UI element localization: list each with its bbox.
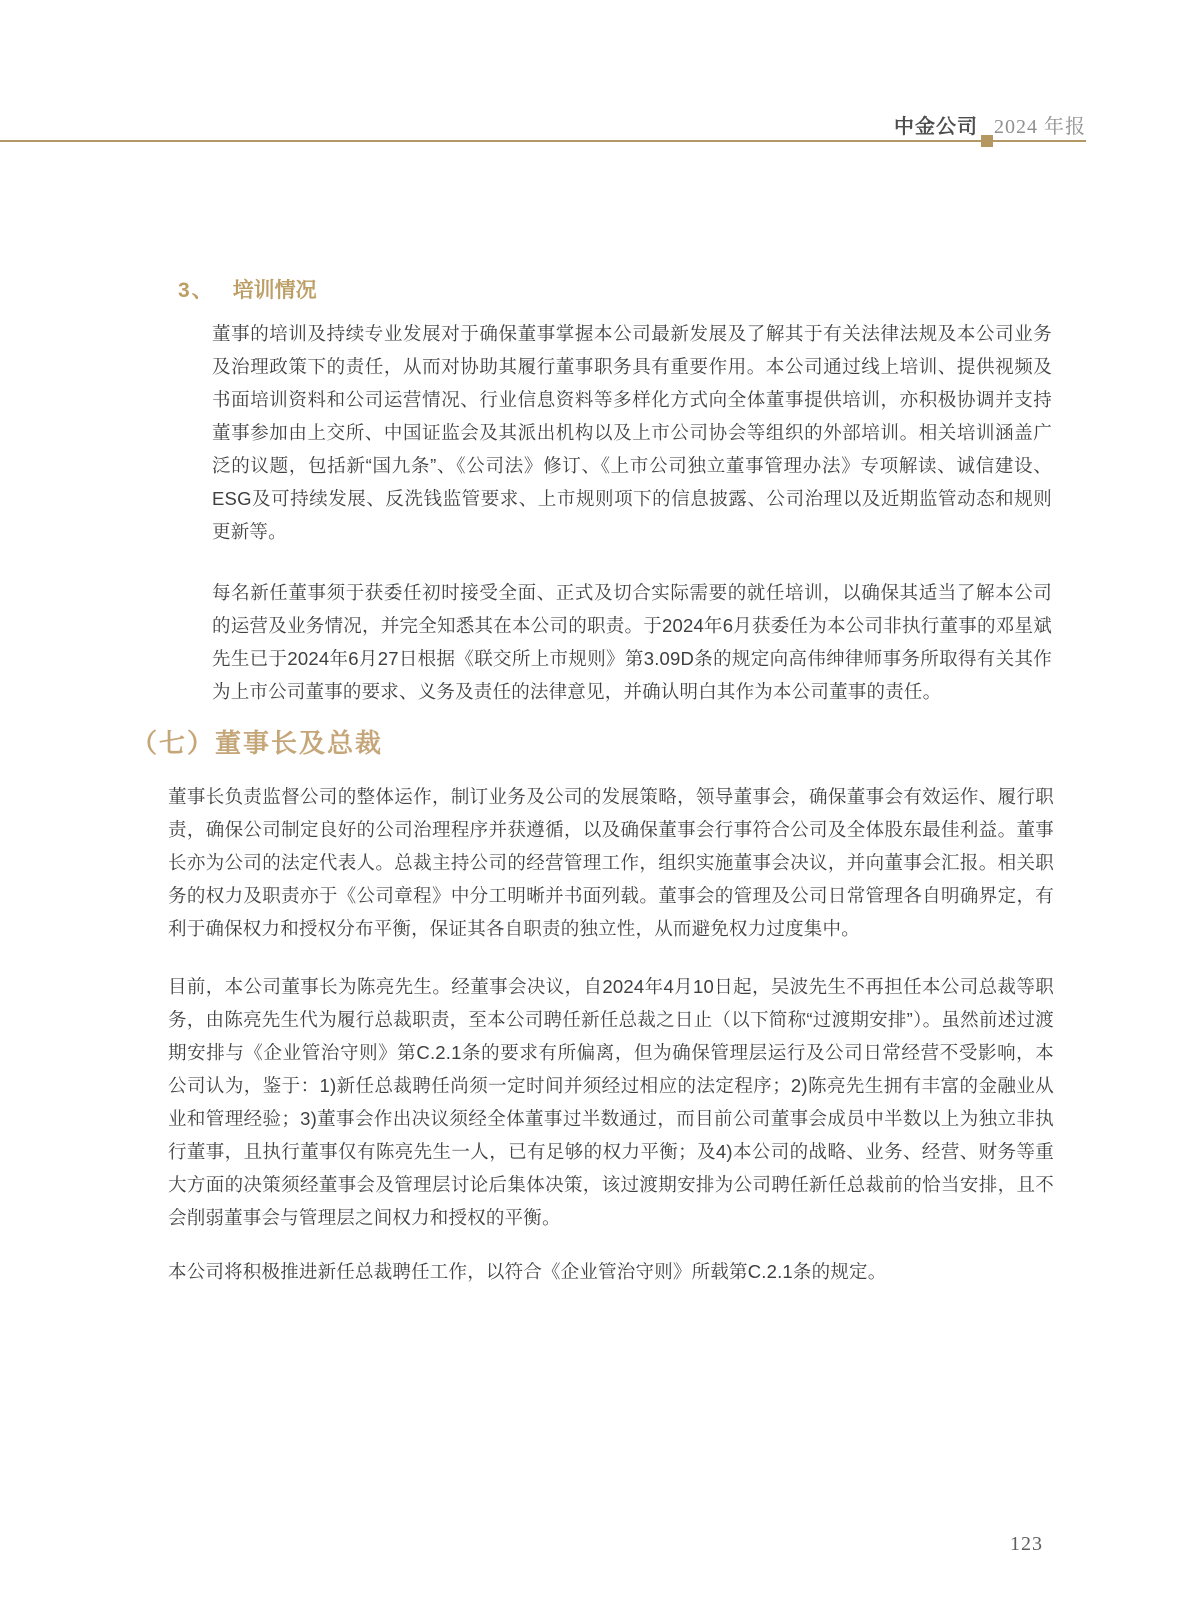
company-name: 中金公司 <box>894 116 978 138</box>
header-rule-square-marker <box>981 135 993 147</box>
paragraph-chairman-3: 本公司将积极推进新任总裁聘任工作，以符合《企业管治守则》所载第C.2.1条的规定。 <box>168 1261 887 1282</box>
page-number: 123 <box>1010 1533 1043 1555</box>
section-title: 培训情况 <box>232 279 317 302</box>
paragraph-training-1: 董事的培训及持续专业发展对于确保董事掌握本公司最新发展及了解其于有关法律法规及本公司业务及治理政策下的责任，从而对协助其履行董事职务具有重要作用。本公司通过线上培训、提供视频及书面培训资料和公司运营情况、行业信息资料等多样化方式向全体董事提供培训，亦积极协调并支持董事参加由上交所、中国证监会及其派出机构以及上市公司协会等组织的外部培训。相关培训涵盖广泛的议题，包括新“国九条”、《公司法》修订、《上市公司独立董事管理办法》专项解读、诚信建设、ESG及可持续发展、反洗钱监管要求、上市规则项下的信息披露、公司治理以及近期监管动态和规则更新等。 <box>212 323 1052 542</box>
report-edition: 2024 年报 <box>994 116 1086 138</box>
paragraph-chairman-2: 目前，本公司董事长为陈亮先生。经董事会决议，自2024年4月10日起，吴波先生不再担任本公司总裁等职务，由陈亮先生代为履行总裁职责，至本公司聘任新任总裁之日止（以下简称“过渡期安排”）。虽然前述过渡期安排与《企业管治守则》第C.2.1条的要求有所偏离，但为确保管理层运行及公司日常经营不受影响，本公司认为，鉴于：1)新任总裁聘任尚须一定时间并须经过相应的法定程序；2)陈亮先生拥有丰富的金融业从业和管理经验；3)董事会作出决议须经全体董事过半数通过，而目前公司董事会成员中半数以上为独立非执行董事，且执行董事仅有陈亮先生一人，已有足够的权力平衡；及4)本公司的战略、业务、经营、财务等重大方面的决策须经董事会及管理层讨论后集体决策，该过渡期安排为公司聘任新任总裁前的恰当安排，且不会削弱董事会与管理层之间权力和授权的平衡。 <box>168 976 1054 1228</box>
section-number: （七） <box>131 728 216 758</box>
section-heading-training <box>178 274 317 304</box>
section-number: 3、 <box>178 279 215 302</box>
paragraph-chairman-1: 董事长负责监督公司的整体运作，制订业务及公司的发展策略，领导董事会，确保董事会有效运作、履行职责，确保公司制定良好的公司治理程序并获遵循，以及确保董事会行事符合公司及全体股东最佳利益。董事长亦为公司的法定代表人。总裁主持公司的经营管理工作，组织实施董事会决议，并向董事会汇报。相关职务的权力及职责亦于《公司章程》中分工明晰并书面列载。董事会的管理及公司日常管理各自明确界定，有利于确保权力和授权分布平衡，保证其各自职责的独立性，从而避免权力过度集中。 <box>168 786 1054 939</box>
section-title: 董事长及总裁 <box>215 728 384 758</box>
paragraph-training-2: 每名新任董事须于获委任初时接受全面、正式及切合实际需要的就任培训，以确保其适当了解本公司的运营及业务情况，并完全知悉其在本公司的职责。于2024年6月获委任为本公司非执行董事的邓星斌先生已于2024年6月27日根据《联交所上市规则》第3.09D条的规定向高伟绅律师事务所取得有关其作为上市公司董事的要求、义务及责任的法律意见，并确认明白其作为本公司董事的责任。 <box>212 582 1052 702</box>
section-heading-chairman-president <box>131 723 383 760</box>
header-rule <box>0 140 1086 142</box>
